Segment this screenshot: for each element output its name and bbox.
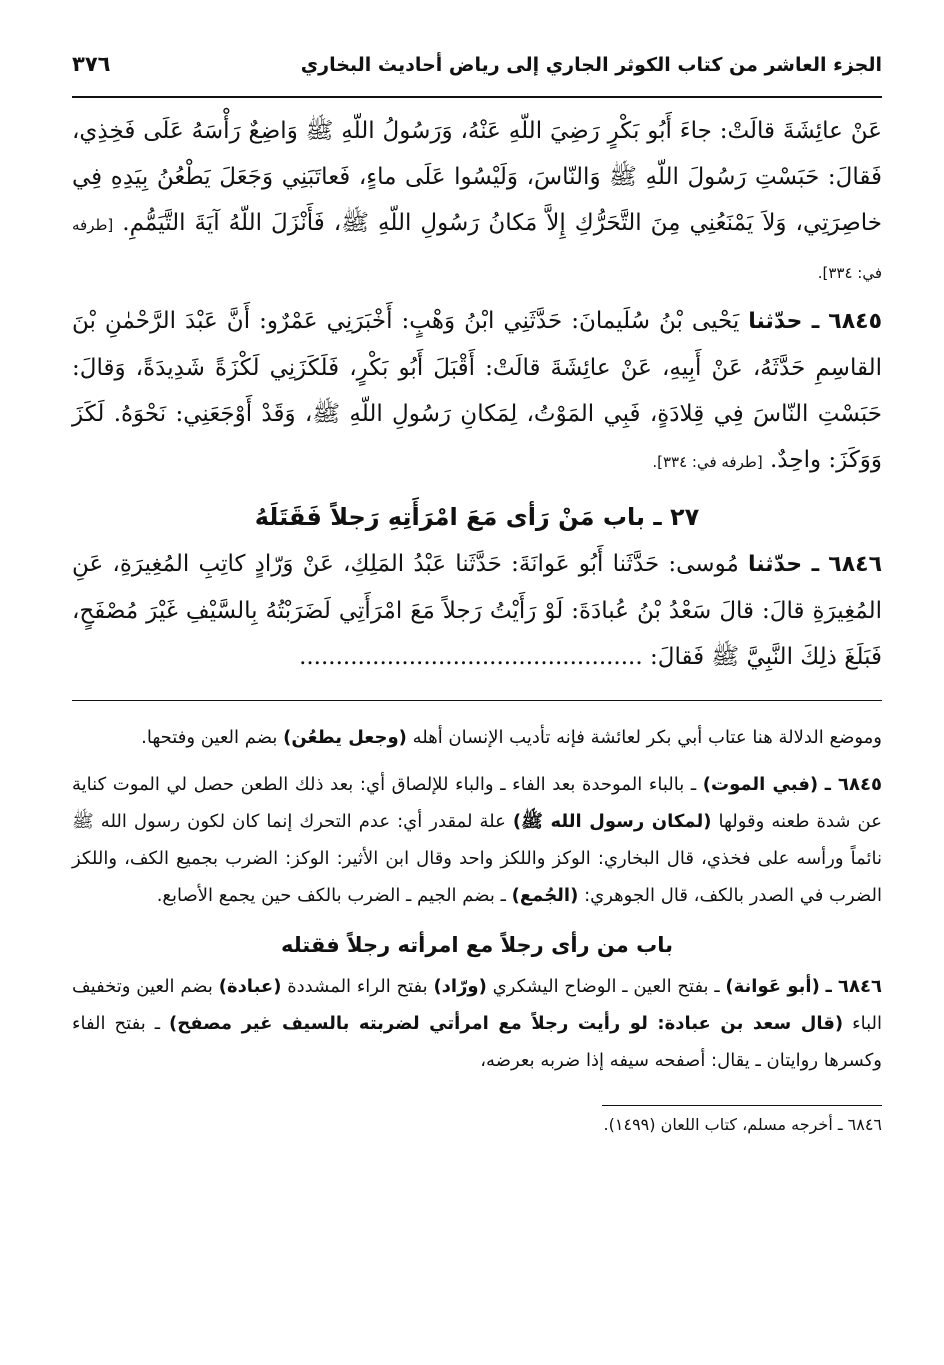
commentary-number: ٦٨٤٦ ـ [825,976,882,997]
commentary-number: ٦٨٤٥ ـ [824,774,882,795]
hadith-6845: ٦٨٤٥ ـ حدّثنا يَحْيى بْنُ سُلَيمانَ: حَدَّثَنِي ابْنُ وَهْبٍ: أَخْبَرَنِي عَمْرٌو: أَنَّ عَبْدَ الرَّحْمٰنِ بْنَ القاسِمِ حَدَّثَهُ، عَنْ أَبِيهِ، عَنْ عائِشَةَ قالَتْ: أَقْبَلَ أَبُو بَكْرٍ، فَلَكَزَنِي لَكْزَةً شَدِيدَةً، وَقالَ: حَبَسْتِ النّاسَ فِي قِلادَةٍ، فَبِي المَوْتُ، لِمَكانِ رَسُولِ اللّهِ ﷺ، وَقَدْ أَوْجَعَنِي: نَحْوَهُ. لَكَزَ وَوَكَزَ: واحِدٌ. [طرفه في: ٣٣٤]. [72,308,882,473]
commentary-term: (فبي الموت) [702,774,819,795]
commentary-term: (وجعل يطعُن) [283,727,407,748]
book-page [72,52,882,1140]
hadith-6845-lead: حدّثنا [748,309,803,334]
commentary-text: ـ بالباء الموحدة بعد الفاء ـ والباء للإلصاق أي: بعد ذلك الطعن حصل لي الموت كناية عن شدة طعنه وقولها [72,774,882,832]
hadith-6846-text: مُوسى: حَدَّثَنا أَبُو عَوانَةَ: حَدَّثَنا عَبْدُ المَلِكِ، عَنْ وَرّادٍ كاتِبِ المُغِيرَةِ، عَنِ المُغِيرَةِ قالَ: قالَ سَعْدُ بْنُ عُبادَةَ: لَوْ رَأَيْتُ رَجلاً مَعَ امْرَأَتِي لَضَرَبْتُهُ بِالسَّيْفِ غَيْرَ مُصْفَحٍ، فَبَلَغَ ذلِكَ النَّبِيَّ ﷺ فَقالَ: [72,551,882,670]
hadith-6846-number: ٦٨٤٦ [828,552,883,577]
hadith-6845-text: يَحْيى بْنُ سُلَيمانَ: حَدَّثَنِي ابْنُ وَهْبٍ: أَخْبَرَنِي عَمْرٌو: أَنَّ عَبْدَ الرَّحْمٰنِ بْنَ القاسِمِ حَدَّثَهُ، عَنْ أَبِيهِ، عَنْ عائِشَةَ قالَتْ: أَقْبَلَ أَبُو بَكْرٍ، فَلَكَزَنِي لَكْزَةً شَدِيدَةً، وَقالَ: حَبَسْتِ النّاسَ فِي قِلادَةٍ، فَبِي المَوْتُ، لِمَكانِ رَسُولِ اللّهِ ﷺ، وَقَدْ أَوْجَعَنِي: نَحْوَهُ. لَكَزَ وَوَكَزَ: واحِدٌ. [72,308,882,473]
hadith-6845-number: ٦٨٤٥ [828,309,882,334]
commentary-text: بضم العين وتخفيف الباء [72,976,882,1034]
commentary-paragraph-6846 [72,968,882,1079]
footnote: ٦٨٤٦ ـ أخرجه مسلم، كتاب اللعان (١٤٩٩). [603,1115,882,1134]
commentary-term: (ورّاد) [433,976,487,997]
commentary-text: ـ بفتح العين ـ الوضاح اليشكري [492,976,720,997]
ellipsis-dots: ............................................... [299,644,643,670]
commentary-text: بفتح الراء المشددة [287,976,428,997]
hadith-continuation [72,108,882,296]
hadith-6845-ref: [طرفه في: ٣٣٤]. [652,453,763,471]
hadith-6846-lead: حدّثنا [747,552,803,577]
footnote-divider [602,1105,882,1106]
commentary-text: ـ بضم الجيم ـ الضرب بالكف حين يجمع الأصابع. [156,885,506,906]
page-header [72,52,882,98]
running-title: الجزء العاشر من كتاب الكوثر الجاري إلى رياض أحاديث البخاري [300,54,882,76]
commentary-term: (قال سعد بن عبادة: لو رأيت رجلاً مع امرأتي لضربته بالسيف غير مصفح) [169,1013,844,1034]
commentary-text: علة لمقدر أي: عدم التحرك إنما كان لكون رسول الله ﷺ نائماً ورأسه على فخذي، قال البخاري: الوكز واللكز واحد وقال ابن الأثير: الوكز: الضرب بجميع الكف، واللكز الضرب في الصدر بالكف، قال الجوهري: [72,811,882,906]
commentary-term: (الجُمع) [511,885,579,906]
hadith-6846: ٦٨٤٦ ـ حدّثنا مُوسى: حَدَّثَنا أَبُو عَوانَةَ: حَدَّثَنا عَبْدُ المَلِكِ، عَنْ وَرّادٍ كاتِبِ المُغِيرَةِ، عَنِ المُغِيرَةِ قالَ: قالَ سَعْدُ بْنُ عُبادَةَ: لَوْ رَأَيْتُ رَجلاً مَعَ امْرَأَتِي لَضَرَبْتُهُ بِالسَّيْفِ غَيْرَ مُصْفَحٍ، فَبَلَغَ ذلِكَ النَّبِيَّ ﷺ فَقالَ: ............................................... [72,551,883,670]
page-number: ٣٧٦ [72,52,111,76]
commentary-paragraph-1 [72,719,882,756]
commentary-text: بضم العين وفتحها. [141,727,278,748]
commentary-chapter-heading: باب من رأى رجلاً مع امرأته رجلاً فقتله [281,933,673,957]
hadith-prev-ref: [طرفه في: ٣٣٤]. [72,216,882,282]
commentary-text: ـ بفتح الفاء وكسرها روايتان ـ يقال: أصفحه سيفه إذا ضربه بعرضه، [72,1013,882,1071]
commentary-term: (عبادة) [218,976,282,997]
commentary-text: وموضع الدلالة هنا عتاب أبي بكر لعائشة فإنه تأديب الإنسان أهله [412,727,882,748]
chapter-27-heading: ٢٧ ـ باب مَنْ رَأى مَعَ امْرَأَتِهِ رَجلاً فَقَتَلَهُ [254,503,700,531]
commentary-divider [72,700,882,701]
hadith-prev-text: عَنْ عائِشَةَ قالَتْ: جاءَ أَبُو بَكْرٍ رَضِيَ اللّهِ عَنْهُ، وَرَسُولُ اللّهِ ﷺ وَاضِعٌ رَأْسَهُ عَلَى فَخِذِي، فَقالَ: حَبَسْتِ رَسُولَ اللّهِ ﷺ وَالنّاسَ، وَلَيْسُوا عَلَى ماءٍ، فَعاتَبَنِي وَجَعَلَ يَطْعُنُ بِيَدِهِ فِي خاصِرَتِي، وَلاَ يَمْنَعُنِي مِنَ التَّحَرُّكِ إِلاَّ مَكانُ رَسُولِ اللّهِ ﷺ، فَأَنْزَلَ اللّهُ آيَةَ التَّيَمُّمِ. [72,118,882,236]
commentary-term: (أبو عَوانة) [725,976,820,997]
commentary-paragraph-6845 [72,766,882,914]
commentary-term: (لمكان رسول الله ﷺ) [512,811,712,832]
